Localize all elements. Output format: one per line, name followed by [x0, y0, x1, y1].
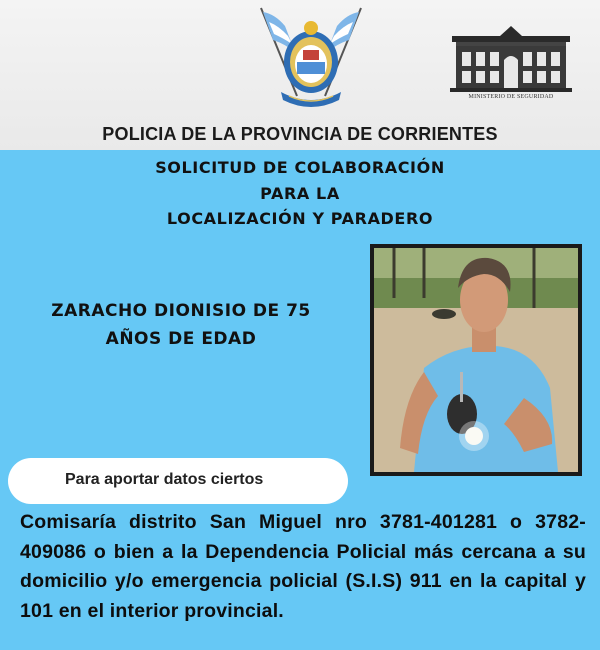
request-line-2: PARA LA: [260, 184, 340, 203]
info-pill-label: Para aportar datos ciertos: [65, 471, 264, 488]
organization-title: POLICIA DE LA PROVINCIA DE CORRIENTES: [102, 124, 498, 144]
header-banner: [0, 0, 600, 150]
request-line-3: LOCALIZACIÓN Y PARADERO: [166, 209, 434, 228]
provincial-crest-icon: [255, 4, 367, 112]
person-name-line-1: ZARACHO DIONISIO DE 75: [51, 301, 311, 321]
missing-person-photo: [370, 244, 582, 476]
request-line-1: SOLICITUD DE COLABORACIÓN: [155, 158, 445, 177]
ministry-building-icon: [450, 22, 572, 104]
ministry-label: MINISTERIO DE SEGURIDAD: [468, 94, 554, 100]
info-pill: [8, 458, 348, 504]
person-name-line-2: AÑOS DE EDAD: [105, 329, 257, 349]
contact-details: Comisaría distrito San Miguel nro 3781-401281 o 3782-409086 o bien a la Dependencia Policial más cercana a su domicilio y/o emergencia policial (S.I.S) 911 en la capital y 101 en el interior provincial.: [20, 511, 586, 622]
